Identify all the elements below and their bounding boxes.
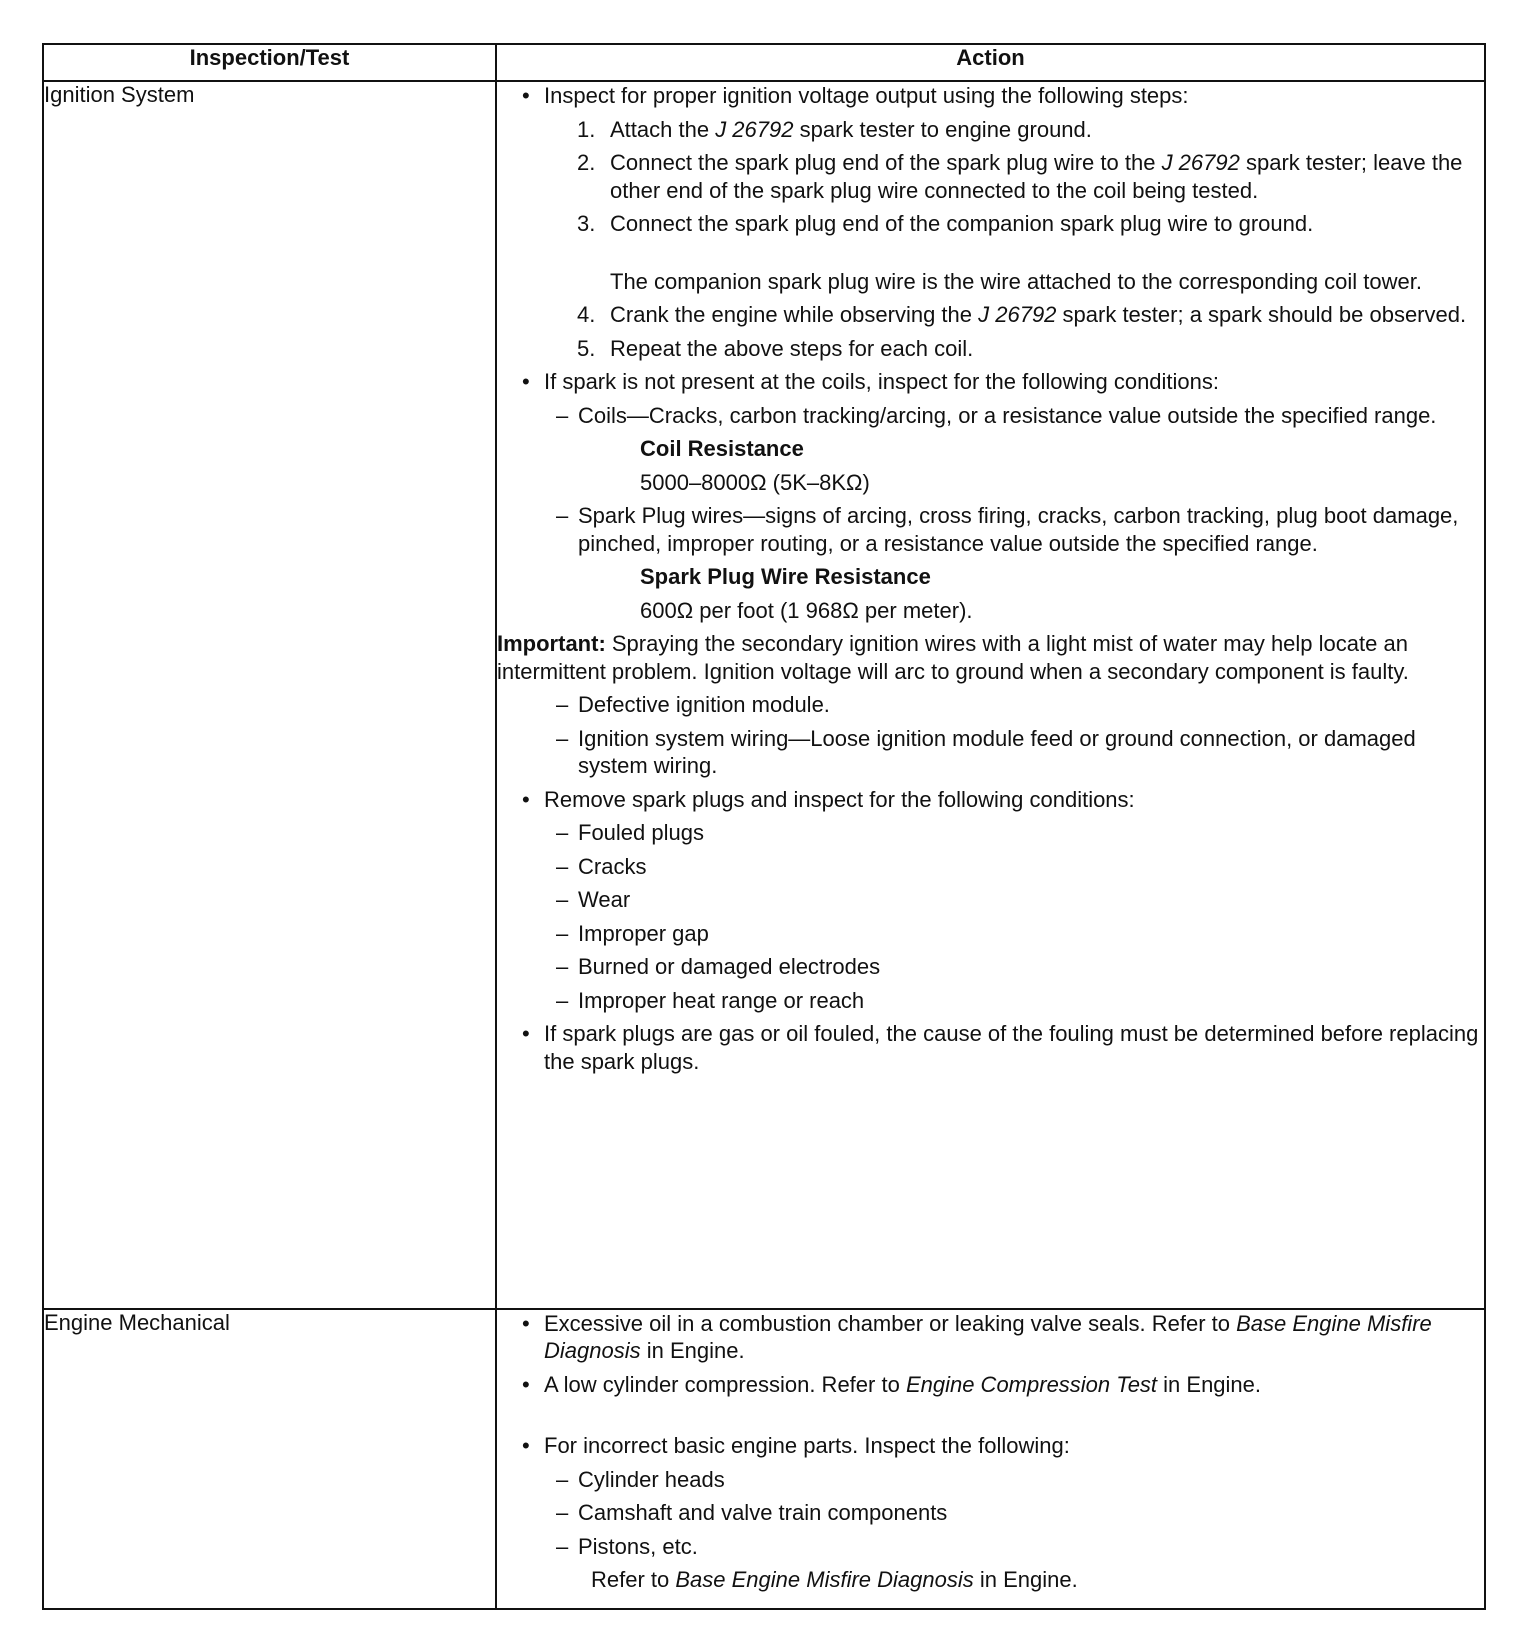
sub-item: – Cracks: [497, 853, 1484, 881]
spec-value: 600Ω per foot (1 968Ω per meter).: [640, 597, 973, 623]
step-note: The companion spark plug wire is the wire attached to the corresponding coil tower.: [610, 268, 1422, 294]
numbered-step: 2. Connect the spark plug end of the spark plug wire to the J 26792 spark tester; leave the other end of the spark plug wire connected to the coil being tested.: [577, 150, 1463, 203]
row-label-ignition-system: Ignition System: [43, 81, 496, 1309]
spec-title: Spark Plug Wire Resistance: [640, 564, 931, 590]
list-item: • Remove spark plugs and inspect for the following conditions:: [497, 786, 1484, 814]
list-item: • If spark plugs are gas or oil fouled, the cause of the fouling must be determined before replacing the spark plugs.: [497, 1020, 1484, 1075]
sub-item: – Spark Plug wires—signs of arcing, cross firing, cracks, carbon tracking, plug boot damage, pinched, improper routing, or a resistance value outside the specified range.: [497, 502, 1484, 557]
action-cell-engine: [496, 1309, 1485, 1609]
sub-item: – Coils—Cracks, carbon tracking/arcing, or a resistance value outside the specified range.: [497, 402, 1484, 430]
sub-item: – Cylinder heads: [497, 1466, 1484, 1494]
action-cell-ignition: [496, 81, 1485, 1309]
sub-item: – Camshaft and valve train components: [497, 1499, 1484, 1527]
sub-item: – Improper gap: [497, 920, 1484, 948]
header-action: Action: [496, 44, 1485, 81]
numbered-step: 5. Repeat the above steps for each coil.: [577, 335, 974, 361]
row-label-engine-mechanical: Engine Mechanical: [43, 1309, 496, 1609]
table-row-engine: [43, 1309, 1485, 1609]
sub-item: – Fouled plugs: [497, 819, 1484, 847]
list-item: • Inspect for proper ignition voltage output using the following steps:: [497, 82, 1484, 110]
sub-item: – Pistons, etc.: [497, 1533, 1484, 1561]
list-item: • Excessive oil in a combustion chamber or leaking valve seals. Refer to Base Engine Misfire Diagnosis in Engine.: [497, 1310, 1484, 1365]
numbered-step: 4. Crank the engine while observing the J 26792 spark tester; a spark should be observed.: [577, 302, 1467, 328]
numbered-step: 1. Attach the J 26792 spark tester to engine ground.: [577, 116, 1092, 142]
list-item: • If spark is not present at the coils, inspect for the following conditions:: [497, 368, 1484, 396]
numbered-step: 3. Connect the spark plug end of the companion spark plug wire to ground.: [577, 211, 1314, 237]
list-item: • A low cylinder compression. Refer to Engine Compression Test in Engine.: [497, 1371, 1484, 1399]
header-inspection-test: Inspection/Test: [43, 44, 496, 81]
reference-note: Refer to Base Engine Misfire Diagnosis in Engine.: [591, 1567, 1078, 1593]
sub-item: – Burned or damaged electrodes: [497, 953, 1484, 981]
sub-item: – Improper heat range or reach: [497, 987, 1484, 1015]
list-item: • For incorrect basic engine parts. Inspect the following:: [497, 1432, 1484, 1460]
spec-value: 5000–8000Ω (5K–8KΩ): [640, 469, 870, 495]
important-note: Important: Spraying the secondary ignition wires with a light mist of water may help locate an intermittent problem. Ignition voltage will arc to ground when a secondary component is faulty.: [497, 631, 1409, 684]
sub-item: – Ignition system wiring—Loose ignition module feed or ground connection, or damaged system wiring.: [497, 725, 1484, 780]
sub-item: – Defective ignition module.: [497, 691, 1484, 719]
sub-item: – Wear: [497, 886, 1484, 914]
inspection-table: [42, 43, 1486, 1610]
spec-title: Coil Resistance: [640, 436, 804, 462]
table-row-ignition: [43, 81, 1485, 1309]
